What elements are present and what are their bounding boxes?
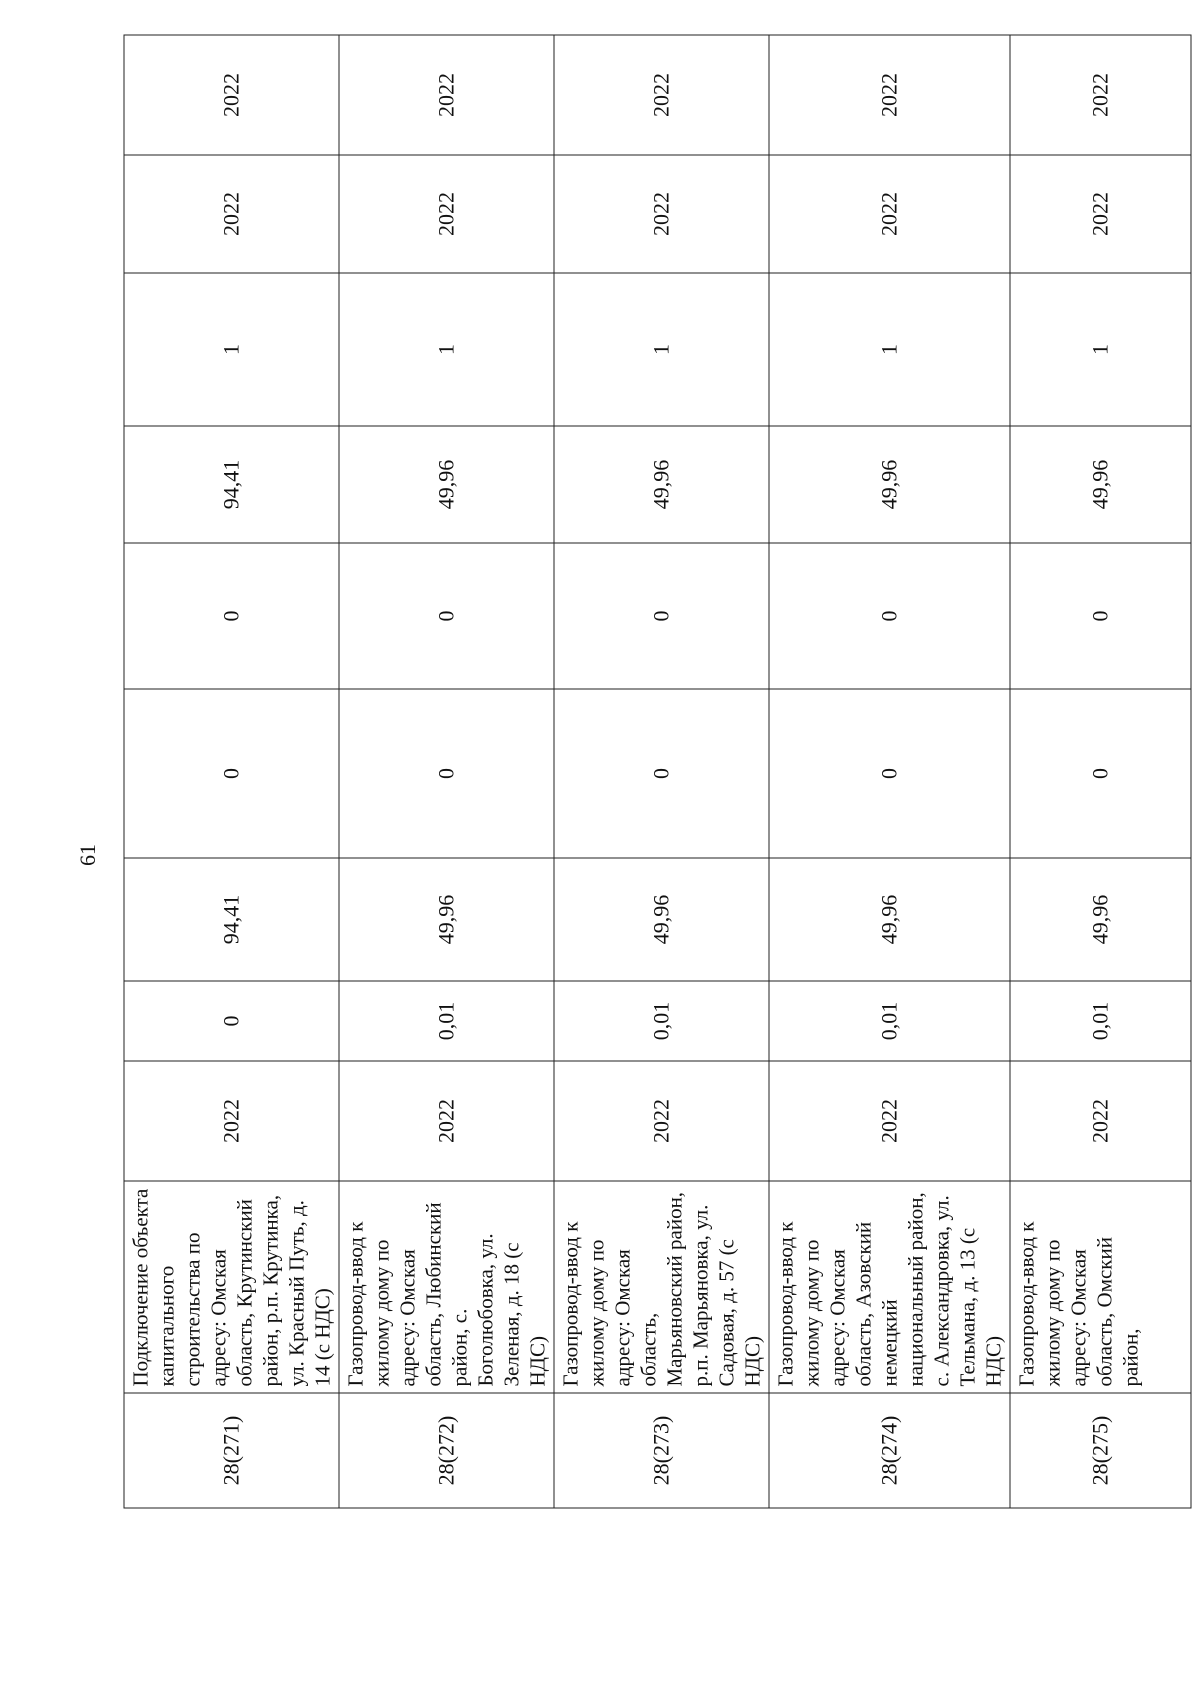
object-name: Подключение объекта капитального строительства по адресу: Омская область, Крутинский район, р.п. Крутинка, ул. Красный Путь, д. 14 (с НДС) bbox=[124, 1181, 339, 1393]
value-cell: 0 bbox=[1010, 689, 1191, 858]
table-row bbox=[769, 35, 1010, 1508]
value-cell: 0 bbox=[554, 689, 769, 858]
year-cell: 2022 bbox=[769, 1061, 1010, 1181]
start-year-cell: 2022 bbox=[1010, 155, 1191, 273]
value-cell: 1 bbox=[339, 273, 554, 426]
end-year-cell: 2022 bbox=[769, 35, 1010, 155]
object-name: Газопровод-ввод к жилому дому по адресу: Омская область, Марьяновский район, р.п. Марьяновка, ул. Садовая, д. 57 (с НДС) bbox=[554, 1181, 769, 1393]
table-row bbox=[1010, 35, 1191, 1508]
value-cell: 0 bbox=[124, 689, 339, 858]
value-cell: 49,96 bbox=[1010, 426, 1191, 543]
page-number: 61 bbox=[75, 844, 100, 866]
value-cell: 0,01 bbox=[769, 981, 1010, 1061]
end-year-cell: 2022 bbox=[1010, 35, 1191, 155]
table-row bbox=[339, 35, 554, 1508]
value-cell: 0 bbox=[1010, 543, 1191, 689]
year-cell: 2022 bbox=[1010, 1061, 1191, 1181]
value-cell: 1 bbox=[1010, 273, 1191, 426]
row-id: 28(274) bbox=[769, 1393, 1010, 1508]
value-cell: 0 bbox=[124, 981, 339, 1061]
end-year-cell: 2022 bbox=[124, 35, 339, 155]
table-row bbox=[554, 35, 769, 1508]
row-id: 28(272) bbox=[339, 1393, 554, 1508]
object-name: Газопровод-ввод к жилому дому по адресу: Омская область, Азовский немецкий национальный район, с. Александровка, ул. Тельмана, д. 13 (с НДС) bbox=[769, 1181, 1010, 1393]
value-cell: 49,96 bbox=[339, 426, 554, 543]
value-cell: 49,96 bbox=[339, 858, 554, 981]
year-cell: 2022 bbox=[124, 1061, 339, 1181]
value-cell: 94,41 bbox=[124, 426, 339, 543]
value-cell: 1 bbox=[769, 273, 1010, 426]
value-cell: 0,01 bbox=[554, 981, 769, 1061]
value-cell: 0 bbox=[554, 543, 769, 689]
start-year-cell: 2022 bbox=[554, 155, 769, 273]
value-cell: 94,41 bbox=[124, 858, 339, 981]
value-cell: 0 bbox=[339, 543, 554, 689]
investment-table bbox=[123, 34, 1191, 1508]
start-year-cell: 2022 bbox=[339, 155, 554, 273]
rotated-table-wrapper bbox=[123, 35, 1142, 1508]
row-id: 28(275) bbox=[1010, 1393, 1191, 1508]
year-cell: 2022 bbox=[554, 1061, 769, 1181]
object-name: Газопровод-ввод к жилому дому по адресу: Омская область, Любинский район, с. Боголюбовка, ул. Зеленая, д. 18 (с НДС) bbox=[339, 1181, 554, 1393]
value-cell: 0,01 bbox=[1010, 981, 1191, 1061]
start-year-cell: 2022 bbox=[769, 155, 1010, 273]
value-cell: 49,96 bbox=[769, 426, 1010, 543]
row-id: 28(273) bbox=[554, 1393, 769, 1508]
value-cell: 0 bbox=[339, 689, 554, 858]
value-cell: 49,96 bbox=[1010, 858, 1191, 981]
row-id: 28(271) bbox=[124, 1393, 339, 1508]
value-cell: 0 bbox=[769, 543, 1010, 689]
value-cell: 0,01 bbox=[339, 981, 554, 1061]
value-cell: 0 bbox=[124, 543, 339, 689]
value-cell: 0 bbox=[769, 689, 1010, 858]
object-name: Газопровод-ввод к жилому дому по адресу: Омская область, Омский район, bbox=[1010, 1181, 1191, 1393]
start-year-cell: 2022 bbox=[124, 155, 339, 273]
value-cell: 1 bbox=[554, 273, 769, 426]
end-year-cell: 2022 bbox=[554, 35, 769, 155]
value-cell: 49,96 bbox=[554, 426, 769, 543]
value-cell: 49,96 bbox=[554, 858, 769, 981]
table-row bbox=[124, 35, 339, 1508]
year-cell: 2022 bbox=[339, 1061, 554, 1181]
value-cell: 1 bbox=[124, 273, 339, 426]
value-cell: 49,96 bbox=[769, 858, 1010, 981]
end-year-cell: 2022 bbox=[339, 35, 554, 155]
